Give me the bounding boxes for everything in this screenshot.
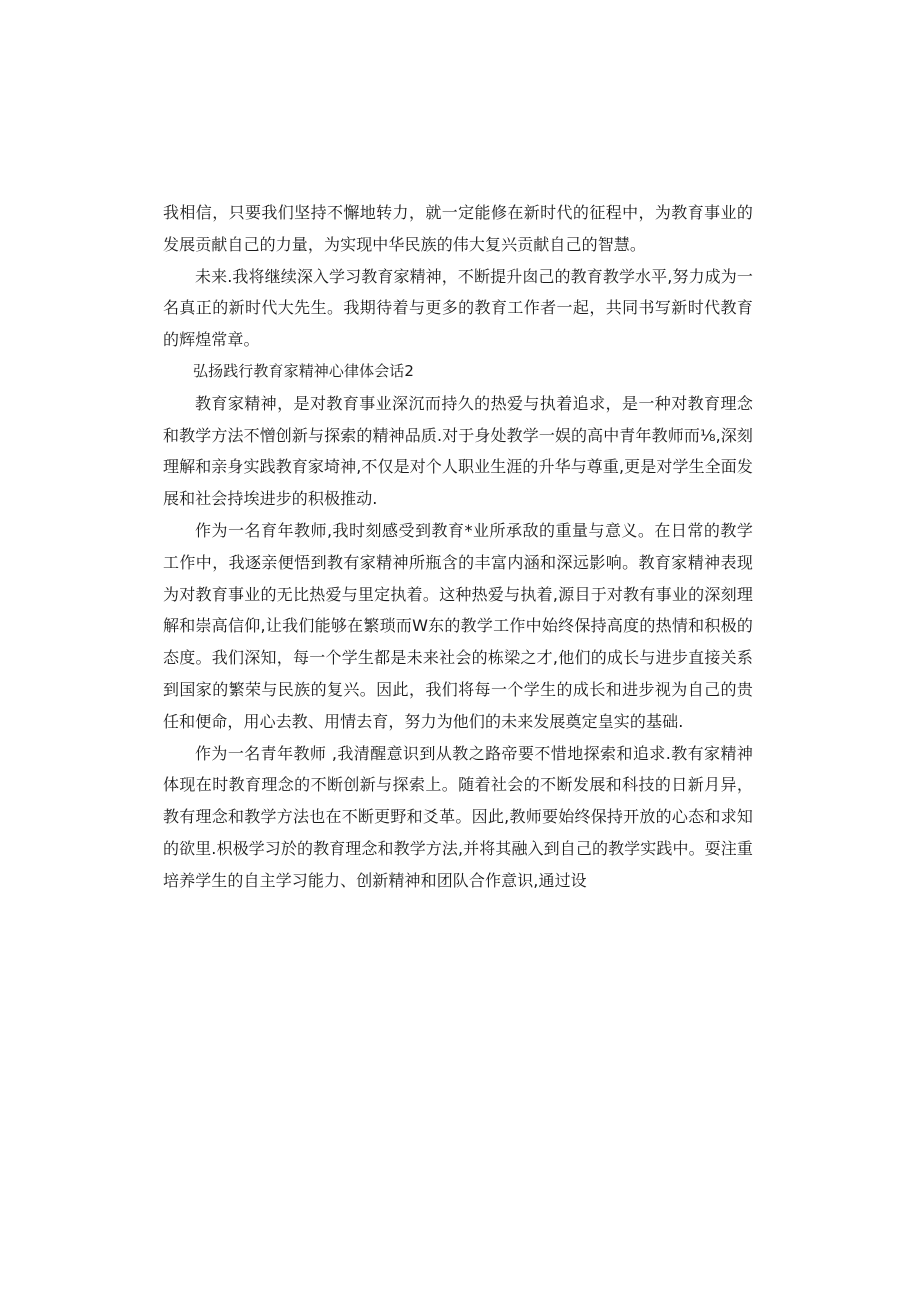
paragraph-3: 教育家精神，是对教育事业深沉而持久的热爱与执着追求，是一种对教育理念和教学方法不憎创新与探索的精神品质.对于身处教学一娱的高中青年教师而⅛,深刻理解和亲身实践教育家埼神,不仅是对个人职业生涯的升华与尊重,更是对学生全面发展和社会持埃进步的积极推动.: [163, 393, 753, 509]
document-body: [163, 197, 753, 897]
paragraph-4: 作为一名育年教师,我时刻感受到教育*业所承敌的重量与意义。在日常的教学工作中，我逐亲便悟到教有家精神所瓶含的丰富内涵和深远影响。教育家精神表现为对教育事业的无比热爱与里定执着。这种热爱与执着,源目于对教有事业的深刻理解和崇高信仰,让我们能够在繁琐而W东的教学工作中始终保持高度的热情和积极的态度。我们深知，每一个学生都是未来社会的栋梁之才,他们的成长与进步直接关系到国家的繁荣与民族的复兴。因此，我们将每一个学生的成长和进步视为自己的贵任和便命，用心去教、用情去育，努力为他们的未来发展奠定皇实的基础.: [163, 520, 753, 731]
paragraph-1: 我相信，只要我们坚持不懈地转力，就一定能修在新时代的征程中，为教育事业的发展贡献自己的力量，为实现中华民族的伟大复兴贡献自己的智慧。: [163, 203, 753, 254]
section-heading: 弘扬践行教育家精神心律体会话2: [193, 361, 415, 380]
paragraph-5: 作为一名青年教师 ,我清醒意识到从教之路帝要不惜地探索和追求.教有家精神体现在时教育理念的不断创新与探索上。随着社会的不断发展和科技的日新月异，教有理念和教学方法也在不断更野和爻革。因此,教师要始终保持开放的心态和求知的欲里.枳极学习於的教育理念和教学方法,并将其融入到自己的教学实践中。耍注重培养学生的自主学习能力、创新精神和团队合作意识,通过设: [163, 743, 753, 890]
paragraph-2: 未来.我将继续深入学习教育家精神，不断提升囱己的教育教学水平,努力成为一名真正的新时代大先生。我期待着与更多的教育工作者一起，共同书写新时代教育的辉煌常章。: [163, 266, 753, 350]
